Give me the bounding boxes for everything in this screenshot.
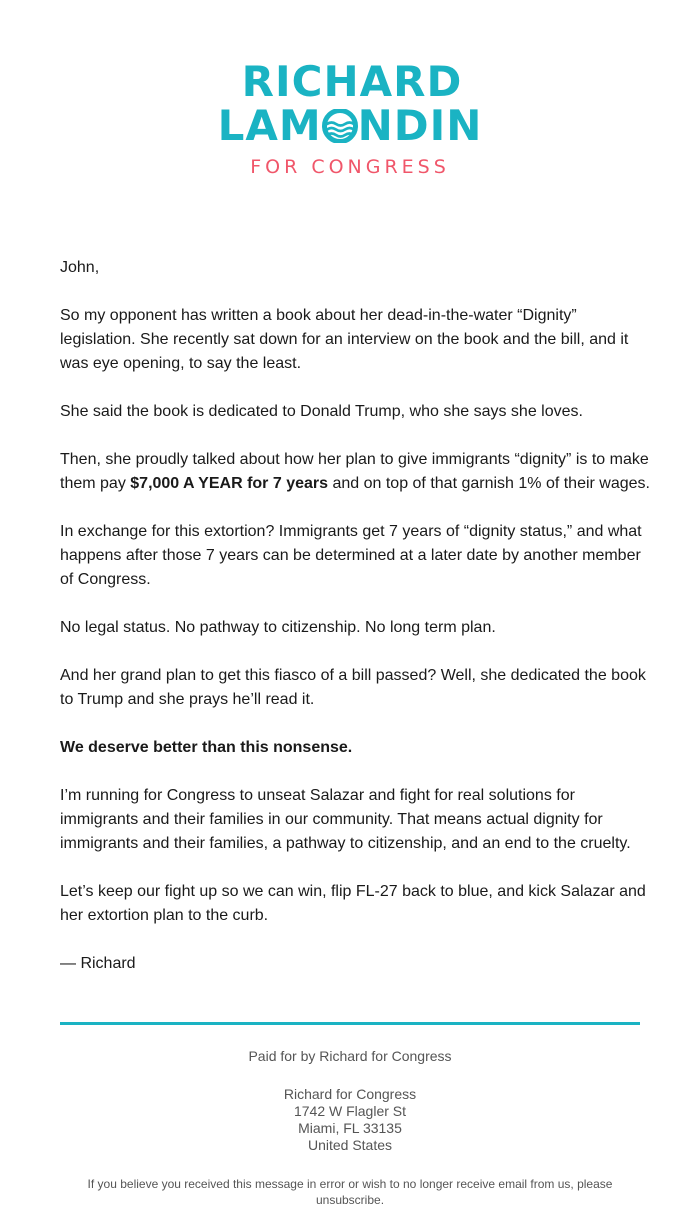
paragraph-plan-start: Then, she proudly talked about how her plan to give immigrants “dignity” is to make them pay bbox=[60, 451, 649, 492]
logo-first-name: RICHARD bbox=[241, 57, 463, 106]
unsubscribe-link[interactable]: unsubscribe bbox=[315, 1193, 381, 1207]
paragraph-plan-bold: $7,000 A YEAR for 7 years bbox=[130, 475, 329, 492]
logo-last-name-end: NDIN bbox=[357, 101, 483, 150]
deserve-better-bold: We deserve better than this nonsense. bbox=[60, 739, 353, 756]
campaign-logo bbox=[0, 57, 700, 178]
email-footer bbox=[60, 1046, 640, 1208]
disclaimer-period: . bbox=[380, 1193, 385, 1207]
paragraph-grand-plan: And her grand plan to get this fiasco of a bill passed? Well, she dedicated the book to Trump and she prays he’ll read it. bbox=[60, 667, 646, 708]
unsubscribe-disclaimer bbox=[60, 1176, 640, 1208]
mailing-address bbox=[60, 1086, 640, 1154]
greeting: John, bbox=[60, 259, 100, 276]
logo-for-congress: FOR CONGRESS bbox=[250, 156, 450, 178]
signoff: — Richard bbox=[60, 955, 136, 972]
paragraph-book: So my opponent has written a book about her dead-in-the-water “Dignity” legislation. She recently sat down for an interview on the book and the bill, and it was eye opening, to say the least. bbox=[60, 307, 629, 372]
footer-divider bbox=[60, 1022, 640, 1025]
logo-last-name bbox=[0, 101, 700, 150]
paragraph-no-status: No legal status. No pathway to citizenship. No long term plan. bbox=[60, 619, 496, 636]
paragraph-dedication: She said the book is dedicated to Donald Trump, who she says she loves. bbox=[60, 403, 583, 420]
letter-body bbox=[60, 256, 650, 1000]
paragraph-keep-fight: Let’s keep our fight up so we can win, flip FL-27 back to blue, and kick Salazar and her extortion plan to the curb. bbox=[60, 883, 646, 924]
paragraph-running: I’m running for Congress to unseat Salazar and fight for real solutions for immigrants and their families in our community. That means actual dignity for immigrants and their families, a pathway to citizenship, and an end to the cruelty. bbox=[60, 787, 631, 852]
paragraph-plan bbox=[60, 448, 650, 496]
paragraph-deserve-better bbox=[60, 736, 650, 760]
paragraph-extortion: In exchange for this extortion? Immigrants get 7 years of “dignity status,” and what happens after those 7 years can be determined at a later date by another member of Congress. bbox=[60, 523, 642, 588]
disclaimer-text: If you believe you received this message in error or wish to no longer receive email from us, please bbox=[87, 1177, 613, 1191]
paragraph-plan-end: and on top of that garnish 1% of their wages. bbox=[328, 475, 650, 492]
address-country: United States bbox=[307, 1137, 393, 1153]
address-city: Miami, FL 33135 bbox=[298, 1120, 402, 1136]
address-name: Richard for Congress bbox=[283, 1086, 417, 1102]
paid-for-notice: Paid for by Richard for Congress bbox=[248, 1048, 452, 1064]
logo-last-name-start: LAM bbox=[217, 101, 322, 150]
address-street: 1742 W Flagler St bbox=[293, 1103, 407, 1119]
wave-o-icon bbox=[321, 109, 359, 143]
